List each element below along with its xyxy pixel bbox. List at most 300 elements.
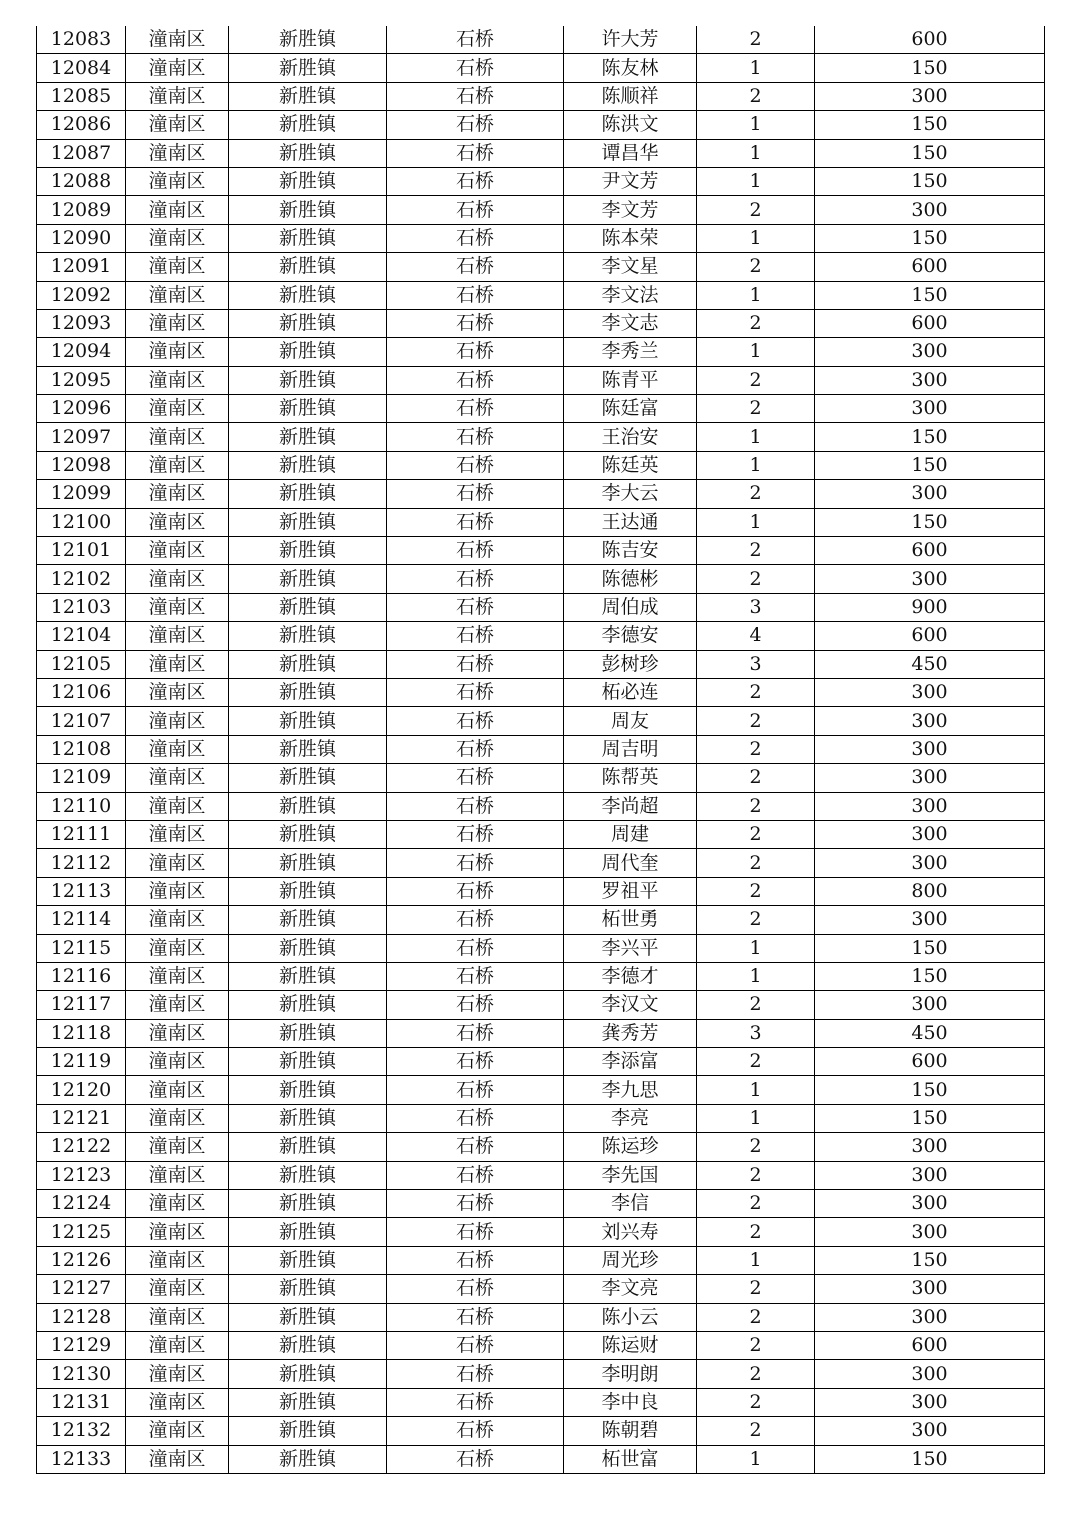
count-cell: 2: [697, 1360, 815, 1388]
count-cell: 1: [697, 1445, 815, 1473]
serial-number-cell: 12111: [37, 820, 126, 848]
amount-cell: 600: [815, 253, 1045, 281]
town-cell: 新胜镇: [229, 593, 387, 621]
district-cell: 潼南区: [126, 480, 229, 508]
village-cell: 石桥: [387, 1360, 564, 1388]
table-row: [37, 1331, 1045, 1359]
amount-cell: 300: [815, 1388, 1045, 1416]
village-cell: 石桥: [387, 1331, 564, 1359]
town-cell: 新胜镇: [229, 26, 387, 54]
district-cell: 潼南区: [126, 1246, 229, 1274]
village-cell: 石桥: [387, 735, 564, 763]
village-cell: 石桥: [387, 395, 564, 423]
name-cell: 王达通: [564, 508, 697, 536]
count-cell: 2: [697, 537, 815, 565]
table-row: [37, 139, 1045, 167]
town-cell: 新胜镇: [229, 451, 387, 479]
name-cell: 陈运珍: [564, 1133, 697, 1161]
district-cell: 潼南区: [126, 1275, 229, 1303]
town-cell: 新胜镇: [229, 224, 387, 252]
amount-cell: 150: [815, 281, 1045, 309]
table-row: [37, 877, 1045, 905]
name-cell: 陈帮英: [564, 764, 697, 792]
serial-number-cell: 12130: [37, 1360, 126, 1388]
table-row: [37, 622, 1045, 650]
town-cell: 新胜镇: [229, 1360, 387, 1388]
amount-cell: 300: [815, 1417, 1045, 1445]
town-cell: 新胜镇: [229, 622, 387, 650]
count-cell: 2: [697, 678, 815, 706]
town-cell: 新胜镇: [229, 253, 387, 281]
town-cell: 新胜镇: [229, 962, 387, 990]
town-cell: 新胜镇: [229, 1303, 387, 1331]
count-cell: 2: [697, 366, 815, 394]
district-cell: 潼南区: [126, 224, 229, 252]
count-cell: 2: [697, 1331, 815, 1359]
village-cell: 石桥: [387, 1445, 564, 1473]
serial-number-cell: 12094: [37, 338, 126, 366]
table-row: [37, 508, 1045, 536]
count-cell: 1: [697, 224, 815, 252]
serial-number-cell: 12083: [37, 26, 126, 54]
count-cell: 2: [697, 1303, 815, 1331]
town-cell: 新胜镇: [229, 1246, 387, 1274]
serial-number-cell: 12126: [37, 1246, 126, 1274]
amount-cell: 150: [815, 167, 1045, 195]
name-cell: 周友: [564, 707, 697, 735]
name-cell: 陈小云: [564, 1303, 697, 1331]
serial-number-cell: 12114: [37, 906, 126, 934]
table-row: [37, 196, 1045, 224]
count-cell: 2: [697, 1218, 815, 1246]
amount-cell: 600: [815, 1048, 1045, 1076]
district-cell: 潼南区: [126, 139, 229, 167]
name-cell: 周代奎: [564, 849, 697, 877]
district-cell: 潼南区: [126, 877, 229, 905]
count-cell: 2: [697, 309, 815, 337]
town-cell: 新胜镇: [229, 792, 387, 820]
table-row: [37, 1190, 1045, 1218]
town-cell: 新胜镇: [229, 1133, 387, 1161]
name-cell: 周伯成: [564, 593, 697, 621]
table-row: [37, 1104, 1045, 1132]
table-row: [37, 593, 1045, 621]
serial-number-cell: 12103: [37, 593, 126, 621]
table-row: [37, 1417, 1045, 1445]
name-cell: 李大云: [564, 480, 697, 508]
town-cell: 新胜镇: [229, 54, 387, 82]
table-row: [37, 792, 1045, 820]
serial-number-cell: 12107: [37, 707, 126, 735]
village-cell: 石桥: [387, 309, 564, 337]
count-cell: 3: [697, 1019, 815, 1047]
district-cell: 潼南区: [126, 934, 229, 962]
name-cell: 罗祖平: [564, 877, 697, 905]
count-cell: 1: [697, 451, 815, 479]
count-cell: 1: [697, 508, 815, 536]
amount-cell: 150: [815, 1104, 1045, 1132]
table-row: [37, 1161, 1045, 1189]
table-row: [37, 82, 1045, 110]
village-cell: 石桥: [387, 54, 564, 82]
name-cell: 彭树珍: [564, 650, 697, 678]
district-cell: 潼南区: [126, 196, 229, 224]
table-row: [37, 707, 1045, 735]
serial-number-cell: 12120: [37, 1076, 126, 1104]
village-cell: 石桥: [387, 167, 564, 195]
district-cell: 潼南区: [126, 111, 229, 139]
table-row: [37, 1048, 1045, 1076]
name-cell: 许大芳: [564, 26, 697, 54]
table-row: [37, 1303, 1045, 1331]
amount-cell: 300: [815, 1303, 1045, 1331]
amount-cell: 150: [815, 139, 1045, 167]
serial-number-cell: 12106: [37, 678, 126, 706]
district-cell: 潼南区: [126, 253, 229, 281]
table-row: [37, 1275, 1045, 1303]
amount-cell: 600: [815, 26, 1045, 54]
name-cell: 李信: [564, 1190, 697, 1218]
serial-number-cell: 12099: [37, 480, 126, 508]
table-row: [37, 764, 1045, 792]
village-cell: 石桥: [387, 877, 564, 905]
town-cell: 新胜镇: [229, 111, 387, 139]
name-cell: 李文芳: [564, 196, 697, 224]
district-cell: 潼南区: [126, 593, 229, 621]
table-row: [37, 26, 1045, 54]
amount-cell: 600: [815, 309, 1045, 337]
data-table: [36, 26, 1045, 1474]
table-row: [37, 224, 1045, 252]
amount-cell: 150: [815, 962, 1045, 990]
amount-cell: 150: [815, 1246, 1045, 1274]
count-cell: 2: [697, 792, 815, 820]
town-cell: 新胜镇: [229, 1417, 387, 1445]
town-cell: 新胜镇: [229, 991, 387, 1019]
town-cell: 新胜镇: [229, 906, 387, 934]
district-cell: 潼南区: [126, 650, 229, 678]
count-cell: 1: [697, 338, 815, 366]
district-cell: 潼南区: [126, 366, 229, 394]
serial-number-cell: 12133: [37, 1445, 126, 1473]
district-cell: 潼南区: [126, 1417, 229, 1445]
serial-number-cell: 12093: [37, 309, 126, 337]
name-cell: 陈廷富: [564, 395, 697, 423]
serial-number-cell: 12127: [37, 1275, 126, 1303]
table-row: [37, 962, 1045, 990]
name-cell: 李添富: [564, 1048, 697, 1076]
count-cell: 1: [697, 111, 815, 139]
village-cell: 石桥: [387, 1076, 564, 1104]
table-row: [37, 1019, 1045, 1047]
district-cell: 潼南区: [126, 1104, 229, 1132]
count-cell: 1: [697, 934, 815, 962]
table-row: [37, 366, 1045, 394]
village-cell: 石桥: [387, 366, 564, 394]
table-row: [37, 451, 1045, 479]
district-cell: 潼南区: [126, 1161, 229, 1189]
count-cell: 2: [697, 820, 815, 848]
serial-number-cell: 12089: [37, 196, 126, 224]
district-cell: 潼南区: [126, 451, 229, 479]
town-cell: 新胜镇: [229, 1104, 387, 1132]
serial-number-cell: 12116: [37, 962, 126, 990]
village-cell: 石桥: [387, 593, 564, 621]
count-cell: 4: [697, 622, 815, 650]
table-row: [37, 338, 1045, 366]
serial-number-cell: 12086: [37, 111, 126, 139]
table-row: [37, 849, 1045, 877]
serial-number-cell: 12090: [37, 224, 126, 252]
count-cell: 3: [697, 650, 815, 678]
table-row: [37, 1360, 1045, 1388]
serial-number-cell: 12117: [37, 991, 126, 1019]
district-cell: 潼南区: [126, 764, 229, 792]
amount-cell: 300: [815, 1275, 1045, 1303]
town-cell: 新胜镇: [229, 508, 387, 536]
name-cell: 刘兴寿: [564, 1218, 697, 1246]
count-cell: 2: [697, 1275, 815, 1303]
table-row: [37, 281, 1045, 309]
district-cell: 潼南区: [126, 1019, 229, 1047]
amount-cell: 900: [815, 593, 1045, 621]
district-cell: 潼南区: [126, 1218, 229, 1246]
name-cell: 李明朗: [564, 1360, 697, 1388]
village-cell: 石桥: [387, 423, 564, 451]
amount-cell: 300: [815, 792, 1045, 820]
name-cell: 陈顺祥: [564, 82, 697, 110]
district-cell: 潼南区: [126, 167, 229, 195]
count-cell: 2: [697, 849, 815, 877]
amount-cell: 300: [815, 906, 1045, 934]
amount-cell: 300: [815, 1360, 1045, 1388]
amount-cell: 300: [815, 820, 1045, 848]
name-cell: 李中良: [564, 1388, 697, 1416]
district-cell: 潼南区: [126, 991, 229, 1019]
town-cell: 新胜镇: [229, 82, 387, 110]
village-cell: 石桥: [387, 480, 564, 508]
amount-cell: 150: [815, 111, 1045, 139]
district-cell: 潼南区: [126, 537, 229, 565]
serial-number-cell: 12091: [37, 253, 126, 281]
name-cell: 尹文芳: [564, 167, 697, 195]
town-cell: 新胜镇: [229, 1331, 387, 1359]
name-cell: 周光珍: [564, 1246, 697, 1274]
town-cell: 新胜镇: [229, 678, 387, 706]
serial-number-cell: 12125: [37, 1218, 126, 1246]
town-cell: 新胜镇: [229, 735, 387, 763]
amount-cell: 300: [815, 764, 1045, 792]
amount-cell: 150: [815, 224, 1045, 252]
village-cell: 石桥: [387, 849, 564, 877]
town-cell: 新胜镇: [229, 480, 387, 508]
table-row: [37, 395, 1045, 423]
district-cell: 潼南区: [126, 1048, 229, 1076]
serial-number-cell: 12112: [37, 849, 126, 877]
district-cell: 潼南区: [126, 735, 229, 763]
count-cell: 2: [697, 1388, 815, 1416]
name-cell: 李兴平: [564, 934, 697, 962]
table-row: [37, 1133, 1045, 1161]
town-cell: 新胜镇: [229, 934, 387, 962]
count-cell: 2: [697, 764, 815, 792]
town-cell: 新胜镇: [229, 764, 387, 792]
village-cell: 石桥: [387, 1303, 564, 1331]
name-cell: 李德才: [564, 962, 697, 990]
count-cell: 1: [697, 167, 815, 195]
amount-cell: 300: [815, 735, 1045, 763]
district-cell: 潼南区: [126, 508, 229, 536]
serial-number-cell: 12084: [37, 54, 126, 82]
town-cell: 新胜镇: [229, 395, 387, 423]
serial-number-cell: 12109: [37, 764, 126, 792]
village-cell: 石桥: [387, 906, 564, 934]
serial-number-cell: 12119: [37, 1048, 126, 1076]
district-cell: 潼南区: [126, 1133, 229, 1161]
count-cell: 2: [697, 1133, 815, 1161]
district-cell: 潼南区: [126, 395, 229, 423]
town-cell: 新胜镇: [229, 820, 387, 848]
village-cell: 石桥: [387, 1218, 564, 1246]
count-cell: 2: [697, 707, 815, 735]
district-cell: 潼南区: [126, 309, 229, 337]
amount-cell: 150: [815, 508, 1045, 536]
count-cell: 2: [697, 196, 815, 224]
district-cell: 潼南区: [126, 906, 229, 934]
amount-cell: 150: [815, 451, 1045, 479]
count-cell: 2: [697, 1190, 815, 1218]
name-cell: 陈德彬: [564, 565, 697, 593]
town-cell: 新胜镇: [229, 1388, 387, 1416]
district-cell: 潼南区: [126, 423, 229, 451]
table-row: [37, 423, 1045, 451]
serial-number-cell: 12101: [37, 537, 126, 565]
town-cell: 新胜镇: [229, 1218, 387, 1246]
name-cell: 李文星: [564, 253, 697, 281]
name-cell: 陈廷英: [564, 451, 697, 479]
serial-number-cell: 12102: [37, 565, 126, 593]
district-cell: 潼南区: [126, 1076, 229, 1104]
count-cell: 1: [697, 139, 815, 167]
village-cell: 石桥: [387, 991, 564, 1019]
name-cell: 李文法: [564, 281, 697, 309]
town-cell: 新胜镇: [229, 1190, 387, 1218]
table-row: [37, 991, 1045, 1019]
serial-number-cell: 12113: [37, 877, 126, 905]
town-cell: 新胜镇: [229, 366, 387, 394]
amount-cell: 300: [815, 991, 1045, 1019]
name-cell: 李尚超: [564, 792, 697, 820]
amount-cell: 300: [815, 1161, 1045, 1189]
town-cell: 新胜镇: [229, 423, 387, 451]
village-cell: 石桥: [387, 537, 564, 565]
town-cell: 新胜镇: [229, 565, 387, 593]
town-cell: 新胜镇: [229, 1161, 387, 1189]
village-cell: 石桥: [387, 338, 564, 366]
serial-number-cell: 12122: [37, 1133, 126, 1161]
name-cell: 李汉文: [564, 991, 697, 1019]
village-cell: 石桥: [387, 565, 564, 593]
name-cell: 李秀兰: [564, 338, 697, 366]
district-cell: 潼南区: [126, 1303, 229, 1331]
serial-number-cell: 12098: [37, 451, 126, 479]
town-cell: 新胜镇: [229, 1445, 387, 1473]
serial-number-cell: 12124: [37, 1190, 126, 1218]
count-cell: 2: [697, 565, 815, 593]
name-cell: 柘世勇: [564, 906, 697, 934]
district-cell: 潼南区: [126, 792, 229, 820]
count-cell: 2: [697, 1161, 815, 1189]
count-cell: 2: [697, 253, 815, 281]
village-cell: 石桥: [387, 792, 564, 820]
name-cell: 陈青平: [564, 366, 697, 394]
count-cell: 2: [697, 735, 815, 763]
table-row: [37, 735, 1045, 763]
serial-number-cell: 12123: [37, 1161, 126, 1189]
table-row: [37, 309, 1045, 337]
table-row: [37, 253, 1045, 281]
count-cell: 1: [697, 1076, 815, 1104]
table-row: [37, 678, 1045, 706]
amount-cell: 150: [815, 54, 1045, 82]
amount-cell: 150: [815, 1445, 1045, 1473]
serial-number-cell: 12087: [37, 139, 126, 167]
table-row: [37, 650, 1045, 678]
serial-number-cell: 12128: [37, 1303, 126, 1331]
district-cell: 潼南区: [126, 1360, 229, 1388]
count-cell: 2: [697, 1048, 815, 1076]
amount-cell: 450: [815, 650, 1045, 678]
count-cell: 2: [697, 877, 815, 905]
town-cell: 新胜镇: [229, 849, 387, 877]
village-cell: 石桥: [387, 1246, 564, 1274]
table-row: [37, 820, 1045, 848]
village-cell: 石桥: [387, 707, 564, 735]
serial-number-cell: 12095: [37, 366, 126, 394]
serial-number-cell: 12132: [37, 1417, 126, 1445]
table-row: [37, 1076, 1045, 1104]
serial-number-cell: 12129: [37, 1331, 126, 1359]
name-cell: 李文志: [564, 309, 697, 337]
count-cell: 2: [697, 395, 815, 423]
amount-cell: 600: [815, 537, 1045, 565]
table-row: [37, 480, 1045, 508]
village-cell: 石桥: [387, 1104, 564, 1132]
village-cell: 石桥: [387, 1190, 564, 1218]
village-cell: 石桥: [387, 764, 564, 792]
village-cell: 石桥: [387, 678, 564, 706]
village-cell: 石桥: [387, 1417, 564, 1445]
district-cell: 潼南区: [126, 1388, 229, 1416]
table-row: [37, 537, 1045, 565]
name-cell: 周吉明: [564, 735, 697, 763]
town-cell: 新胜镇: [229, 1048, 387, 1076]
town-cell: 新胜镇: [229, 1076, 387, 1104]
name-cell: 陈本荣: [564, 224, 697, 252]
village-cell: 石桥: [387, 139, 564, 167]
table-row: [37, 1388, 1045, 1416]
serial-number-cell: 12121: [37, 1104, 126, 1132]
village-cell: 石桥: [387, 26, 564, 54]
amount-cell: 300: [815, 338, 1045, 366]
amount-cell: 150: [815, 423, 1045, 451]
serial-number-cell: 12096: [37, 395, 126, 423]
village-cell: 石桥: [387, 1019, 564, 1047]
district-cell: 潼南区: [126, 26, 229, 54]
serial-number-cell: 12104: [37, 622, 126, 650]
count-cell: 1: [697, 54, 815, 82]
amount-cell: 300: [815, 1190, 1045, 1218]
